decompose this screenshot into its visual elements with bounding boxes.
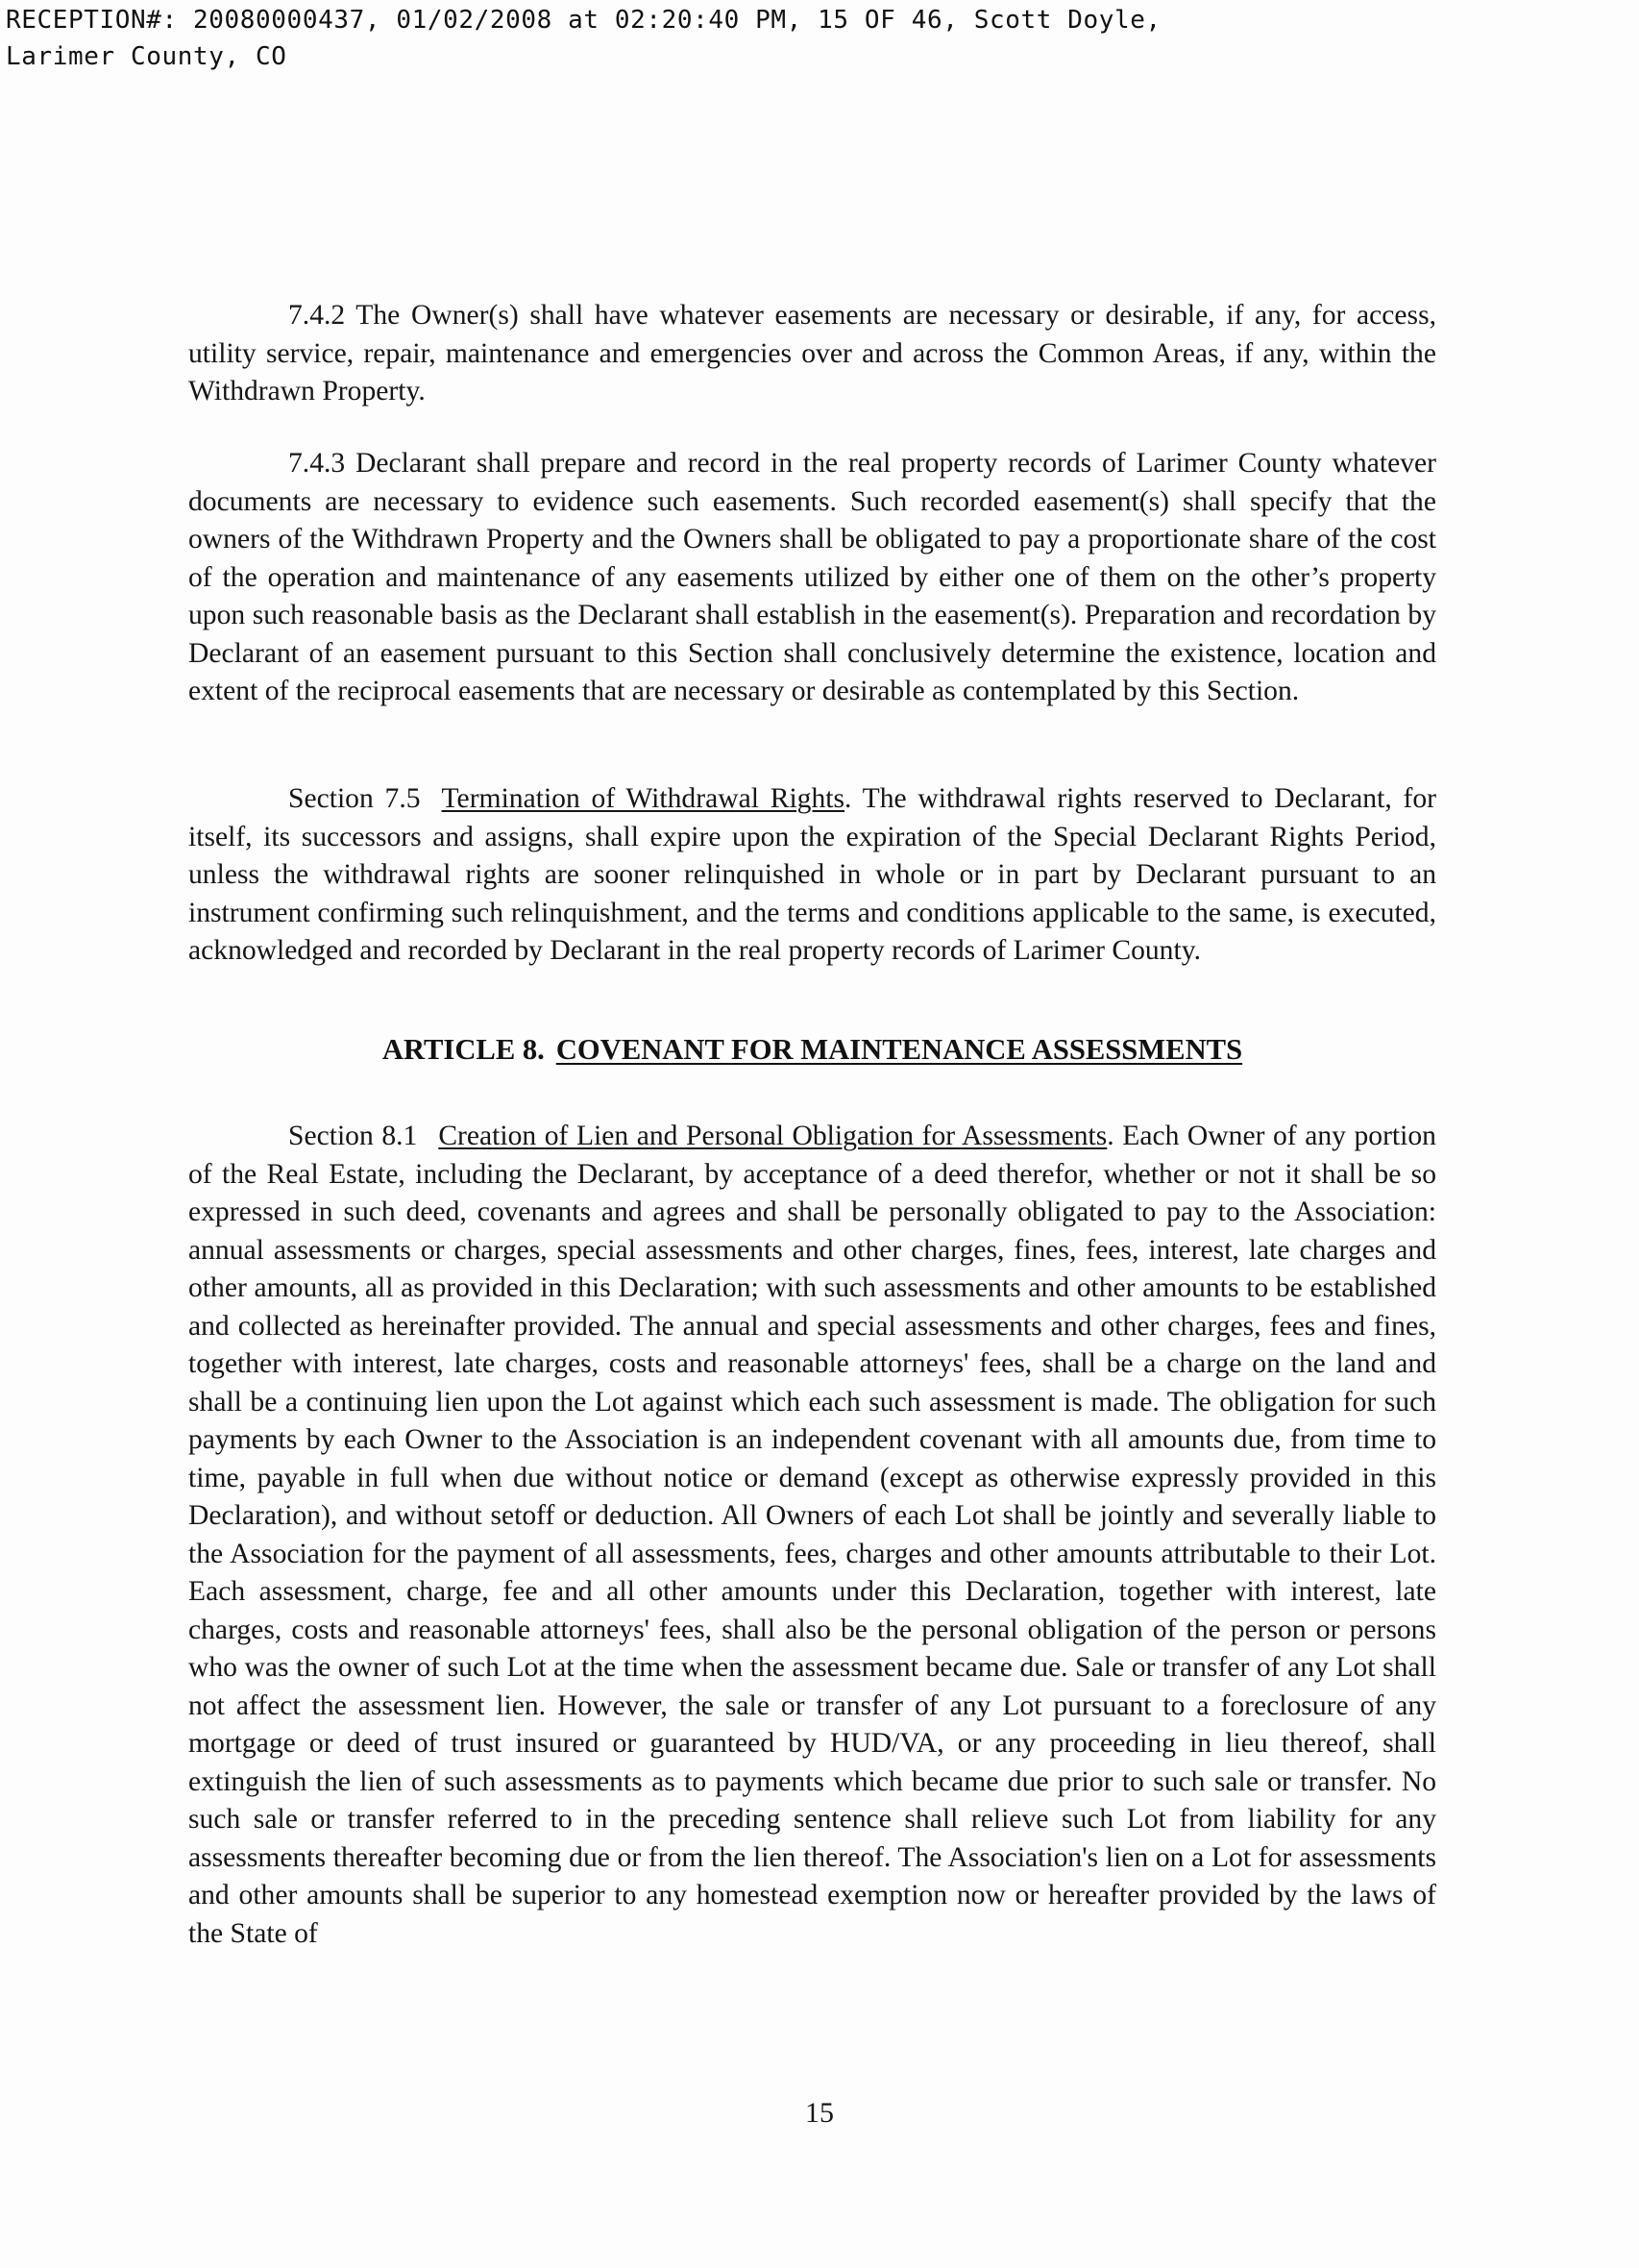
reception-stamp: [6, 2, 1543, 75]
paragraph-7-4-2: [188, 297, 1436, 411]
section-8-1-title: Creation of Lien and Personal Obligation for Assessments: [438, 1121, 1108, 1151]
paragraph-7-4-3-text: 7.4.3 Declarant shall prepare and record in the real property records of Larimer County whatever documents are necessary to evidence such easements. Such recorded easement(s) shall specify that the owners of the Withdrawn Property and the Owners shall be obligated to pay a proportionate share of the cost of the operation and maintenance of any easements utilized by either one of them on the other’s property upon such reasonable basis as the Declarant shall establish in the easement(s). Preparation and recordation by Declarant of an easement pursuant to this Section shall conclusively determine the existence, location and extent of the reciprocal easements that are necessary or desirable as contemplated by this Section.: [188, 448, 1436, 706]
page-number: 15: [805, 2097, 834, 2129]
section-7-5-label: Section 7.5: [288, 783, 421, 814]
article-8-title: COVENANT FOR MAINTENANCE ASSESSMENTS: [555, 1033, 1243, 1066]
paragraph-7-4-2-text: 7.4.2 The Owner(s) shall have whatever easements are necessary or desirable, if any, for access, utility service, repair, maintenance and emergencies over and across the Common Areas, if any, within the Withdrawn Property.: [188, 300, 1436, 407]
section-8-1-text: . Each Owner of any portion of the Real Estate, including the Declarant, by acceptance of a deed therefor, whether or not it shall be so expressed in such deed, covenants and agrees and shall be personally obligated to pay to the Association: annual assessments or charges, special assessments and other charges, fines, fees, interest, late charges and other amounts, all as provided in this Declaration; with such assessments and other amounts to be established and collected as hereinafter provided. The annual and special assessments and other charges, fees and fines, together with interest, late charges, costs and reasonable attorneys' fees, shall be a charge on the land and shall be a continuing lien upon the Lot against which each such assessment is made. The obligation for such payments by each Owner to the Association is an independent covenant with all amounts due, from time to time, payable in full when due without notice or demand (except as otherwise expressly provided in this Declaration), and without setoff or deduction. All Owners of each Lot shall be jointly and severally liable to the Association for the payment of all assessments, fees, charges and other amounts attributable to their Lot. Each assessment, charge, fee and all other amounts under this Declaration, together with interest, late charges, costs and reasonable attorneys' fees, shall also be the personal obligation of the person or persons who was the owner of such Lot at the time when the assessment became due. Sale or transfer of any Lot shall not affect the assessment lien. However, the sale or transfer of any Lot pursuant to a foreclosure of any mortgage or deed of trust insured or guaranteed by HUD/VA, or any proceeding in lieu thereof, shall extinguish the lien of such assessments as to payments which became due prior to such sale or transfer. No such sale or transfer referred to in the preceding sentence shall relieve such Lot from liability for any assessments thereafter becoming due or from the lien thereof. The Association's lien on a Lot for assessments and other amounts shall be superior to any homestead exemption now or hereafter provided by the laws of the State of: [188, 1121, 1436, 1949]
section-7-5-paragraph: [188, 780, 1436, 971]
article-8-label: ARTICLE 8.: [381, 1033, 545, 1066]
section-8-1: [188, 1118, 1436, 1953]
section-7-5-title: Termination of Withdrawal Rights: [441, 783, 844, 814]
paragraph-7-4-3: [188, 445, 1436, 711]
section-7-5-text: . The withdrawal rights reserved to Declarant, for itself, its successors and assigns, shall expire upon the expiration of the Special Declarant Rights Period, unless the withdrawal rights are sooner relinquished in whole or in part by Declarant pursuant to an instrument confirming such relinquishment, and the terms and conditions applicable to the same, is executed, acknowledged and recorded by Declarant in the real property records of Larimer County.: [188, 783, 1436, 966]
reception-line-2: Larimer County, CO: [6, 42, 287, 71]
section-8-1-paragraph: [188, 1118, 1436, 1953]
section-7-5: [188, 780, 1436, 971]
section-8-1-label: Section 8.1: [288, 1121, 418, 1151]
article-8-heading: [188, 1030, 1436, 1069]
reception-line-1: RECEPTION#: 20080000437, 01/02/2008 at 02:20:40 PM, 15 OF 46, Scott Doyle,: [6, 6, 1162, 35]
